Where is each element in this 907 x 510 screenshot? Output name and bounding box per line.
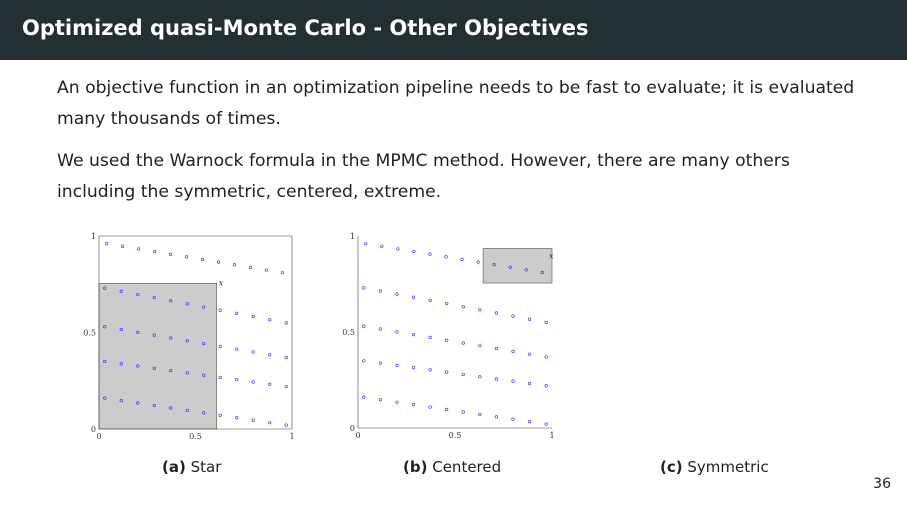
caption-star-label: Star: [190, 458, 222, 476]
centered-data-point: [429, 299, 432, 302]
centered-data-point: [495, 416, 498, 419]
centered-data-point: [495, 378, 498, 381]
star-data-point: [285, 385, 288, 388]
centered-data-point: [397, 248, 400, 251]
centered-x-tick-label: 0: [355, 431, 361, 440]
caption-centered-tag: (b): [403, 458, 428, 476]
star-data-point: [121, 245, 124, 248]
slide-title: Optimized quasi-Monte Carlo - Other Objectives: [22, 16, 589, 40]
centered-data-point: [462, 411, 465, 414]
figure-star: [81, 226, 303, 446]
star-x-tick-label: 1: [289, 432, 295, 441]
centered-data-point: [429, 336, 432, 339]
star-data-point: [169, 253, 172, 256]
centered-data-point: [545, 423, 548, 426]
star-x-tick-label: 0.5: [189, 432, 202, 441]
centered-data-point: [379, 290, 382, 293]
centered-data-point: [495, 312, 498, 315]
centered-data-point: [461, 258, 464, 261]
centered-data-point: [545, 321, 548, 324]
centered-data-point: [412, 366, 415, 369]
centered-data-point: [462, 373, 465, 376]
centered-y-tick-label: 0: [349, 424, 355, 433]
star-region-box: [99, 283, 217, 429]
star-data-point: [249, 266, 252, 269]
centered-data-point: [445, 302, 448, 305]
star-data-point: [185, 256, 188, 259]
caption-centered-label: Centered: [432, 458, 502, 476]
star-discrepancy-plot: [81, 226, 303, 446]
centered-data-point: [528, 318, 531, 321]
centered-data-point: [364, 242, 367, 245]
star-x-tick-label: 0: [96, 432, 102, 441]
centered-data-point: [495, 347, 498, 350]
star-data-point: [285, 356, 288, 359]
star-data-point: [235, 416, 238, 419]
centered-data-point: [396, 401, 399, 404]
star-data-point: [233, 263, 236, 266]
centered-data-point: [545, 384, 548, 387]
caption-star-tag: (a): [162, 458, 186, 476]
centered-data-point: [429, 369, 432, 372]
caption-centered: [403, 458, 501, 476]
star-data-point: [217, 261, 220, 264]
centered-data-point: [528, 382, 531, 385]
centered-x-tick-label: 1: [549, 431, 555, 440]
centered-discrepancy-plot: [342, 228, 565, 446]
star-data-point: [281, 271, 284, 274]
centered-data-point: [462, 305, 465, 308]
centered-data-point: [379, 328, 382, 331]
centered-data-point: [512, 418, 515, 421]
star-data-point: [219, 414, 222, 417]
centered-data-point: [363, 396, 366, 399]
star-data-point: [153, 250, 156, 253]
centered-data-point: [462, 342, 465, 345]
centered-data-point: [381, 245, 384, 248]
centered-data-point: [445, 255, 448, 258]
centered-data-point: [379, 362, 382, 365]
caption-star: [162, 458, 221, 476]
slide-header: [0, 0, 907, 60]
star-data-point: [268, 421, 271, 424]
centered-data-point: [429, 253, 432, 256]
caption-symmetric: [660, 458, 769, 476]
centered-data-point: [379, 398, 382, 401]
centered-data-point: [479, 344, 482, 347]
star-data-point: [235, 378, 238, 381]
star-data-point: [252, 419, 255, 422]
centered-data-point: [396, 331, 399, 334]
star-data-point: [105, 242, 108, 245]
centered-data-point: [412, 403, 415, 406]
centered-data-point: [412, 296, 415, 299]
caption-symmetric-label: Symmetric: [687, 458, 769, 476]
star-data-point: [235, 348, 238, 351]
star-data-point: [265, 269, 268, 272]
centered-data-point: [363, 287, 366, 290]
caption-symmetric-tag: (c): [660, 458, 683, 476]
star-data-point: [268, 318, 271, 321]
star-data-point: [285, 322, 288, 325]
centered-data-point: [479, 309, 482, 312]
star-y-tick-label: 1: [90, 232, 96, 241]
star-data-point: [285, 424, 288, 427]
star-data-point: [219, 376, 222, 379]
star-data-point: [137, 248, 140, 251]
paragraph-objective-speed: An objective function in an optimization pipeline needs to be fast to evaluate; it is evaluated many thousands of times.: [57, 78, 855, 129]
centered-data-point: [396, 293, 399, 296]
centered-data-point: [545, 356, 548, 359]
paragraph-warnock-formula: We used the Warnock formula in the MPMC method. However, there are many others including the symmetric, centered, extreme.: [57, 151, 790, 202]
centered-data-point: [479, 413, 482, 416]
centered-x-tick-label: 0.5: [448, 431, 462, 440]
centered-data-point: [445, 371, 448, 374]
centered-data-point: [412, 333, 415, 336]
star-data-point: [219, 345, 222, 348]
centered-y-tick-label: 0.5: [342, 328, 355, 337]
star-data-point: [252, 351, 255, 354]
centered-point-x-label: x: [549, 251, 554, 261]
centered-data-point: [445, 408, 448, 411]
centered-data-point: [429, 406, 432, 409]
star-data-point: [268, 383, 271, 386]
star-y-tick-label: 0.5: [83, 328, 96, 338]
centered-data-point: [479, 375, 482, 378]
star-data-point: [252, 315, 255, 318]
centered-data-point: [512, 315, 515, 318]
centered-data-point: [413, 250, 416, 253]
star-data-point: [268, 353, 271, 356]
star-data-point: [252, 381, 255, 384]
centered-data-point: [528, 353, 531, 356]
centered-y-tick-label: 1: [349, 232, 355, 241]
page-number: 36: [873, 476, 891, 492]
star-y-tick-label: 0: [90, 425, 96, 434]
star-data-point: [201, 258, 204, 261]
star-data-point: [219, 309, 222, 312]
centered-data-point: [445, 339, 448, 342]
figure-centered: [342, 228, 565, 446]
star-data-point: [235, 312, 238, 315]
centered-data-point: [512, 380, 515, 383]
star-point-x-label: x: [218, 278, 224, 288]
centered-data-point: [477, 261, 480, 264]
centered-data-point: [396, 364, 399, 367]
centered-data-point: [363, 325, 366, 328]
centered-data-point: [512, 350, 515, 353]
centered-data-point: [363, 360, 366, 363]
centered-data-point: [528, 420, 531, 423]
